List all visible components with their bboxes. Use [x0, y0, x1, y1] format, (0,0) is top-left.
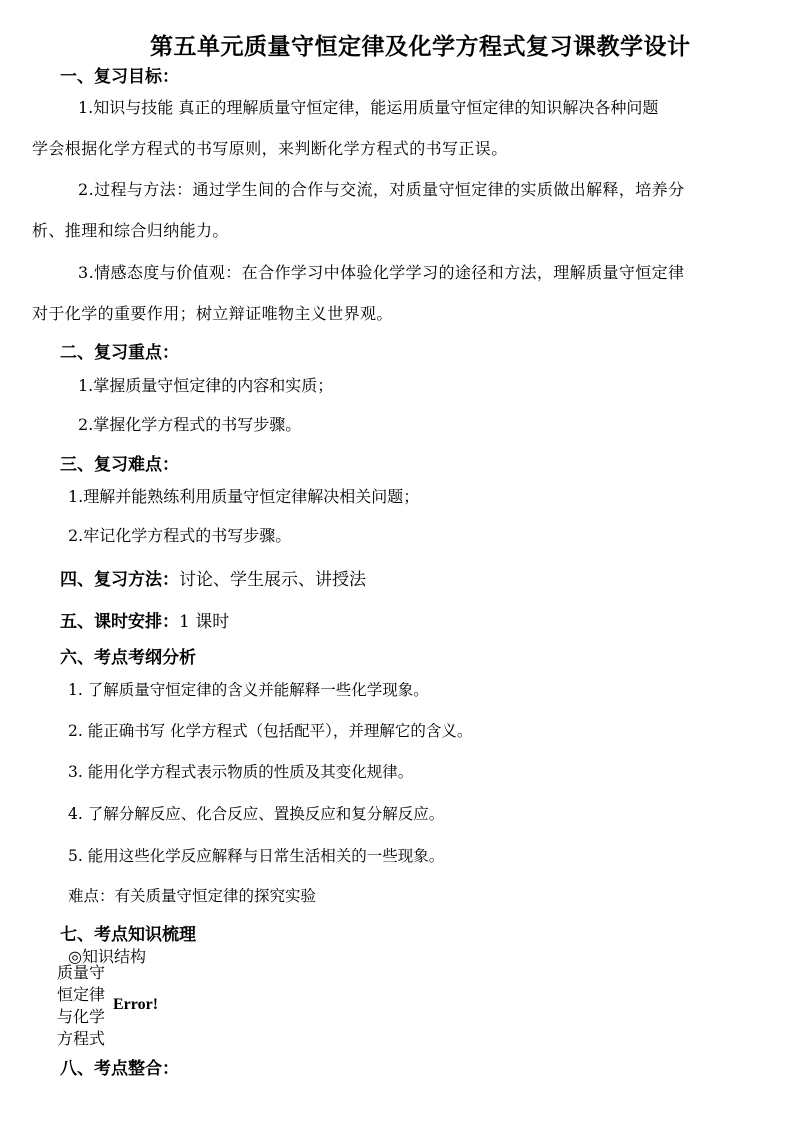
goal-line-2: 学会根据化学方程式的书写原则，来判断化学方程式的书写正误。 — [32, 139, 508, 158]
schedule-text: 1 课时 — [179, 612, 230, 632]
page-title: 第五单元质量守恒定律及化学方程式复习课教学设计 — [150, 33, 691, 60]
exam-item-5: 5. 能用这些化学反应解释与日常生活相关的一些现象。 — [68, 847, 445, 865]
key-point-2: 2.掌握化学方程式的书写步骤。 — [78, 415, 302, 434]
section-heading-integration: 八、考点整合： — [60, 1059, 179, 1079]
exam-item-3: 3. 能用化学方程式表示物质的性质及其变化规律。 — [68, 763, 414, 781]
section-heading-difficulties: 三、复习难点： — [60, 455, 179, 475]
section-heading-key-points: 二、复习重点： — [60, 343, 179, 363]
difficulty-2: 2.牢记化学方程式的书写步骤。 — [68, 526, 292, 545]
stack-line-1: 质量守 — [57, 963, 106, 982]
key-point-1: 1.掌握质量守恒定律的内容和实质； — [78, 376, 334, 395]
error-text: Error! — [113, 996, 159, 1013]
goal-line-4: 析、推理和综合归纳能力。 — [32, 221, 229, 240]
difficulty-1: 1.理解并能熟练利用质量守恒定律解决相关问题； — [68, 487, 420, 506]
stack-line-4: 方程式 — [57, 1029, 106, 1048]
methods-text: 讨论、学生展示、讲授法 — [179, 570, 366, 590]
exam-difficulty-note: 难点：有关质量守恒定律的探究实验 — [68, 887, 317, 905]
goal-line-1: 1.知识与技能 真正的理解质量守恒定律，能运用质量守恒定律的知识解决各种问题 — [78, 98, 659, 117]
goal-line-6: 对于化学的重要作用；树立辩证唯物主义世界观。 — [32, 304, 393, 323]
goal-line-5: 3.情感态度与价值观：在合作学习中体验化学学习的途径和方法，理解质量守恒定律 — [78, 263, 685, 282]
knowledge-structure-label: ◎知识结构 — [68, 947, 146, 966]
goal-line-3: 2.过程与方法：通过学生间的合作与交流，对质量守恒定律的实质做出解释，培养分 — [78, 180, 685, 199]
section-heading-goals: 一、复习目标： — [60, 67, 179, 87]
methods-line — [60, 565, 366, 590]
exam-item-1: 1. 了解质量守恒定律的含义并能解释一些化学现象。 — [68, 681, 429, 699]
schedule-line — [60, 607, 229, 632]
section-heading-schedule: 五、课时安排： — [60, 612, 179, 632]
exam-item-2: 2. 能正确书写 化学方程式（包括配平），并理解它的含义。 — [68, 722, 473, 740]
section-heading-exam-analysis: 六、考点考纲分析 — [60, 648, 196, 668]
section-heading-methods: 四、复习方法： — [60, 570, 179, 590]
stack-line-2: 恒定律 — [57, 985, 106, 1004]
section-heading-knowledge: 七、考点知识梳理 — [60, 925, 196, 945]
stack-line-3: 与化学 — [57, 1007, 106, 1026]
knowledge-structure-stack — [57, 962, 105, 1050]
exam-item-4: 4. 了解分解反应、化合反应、置换反应和复分解反应。 — [68, 805, 445, 823]
